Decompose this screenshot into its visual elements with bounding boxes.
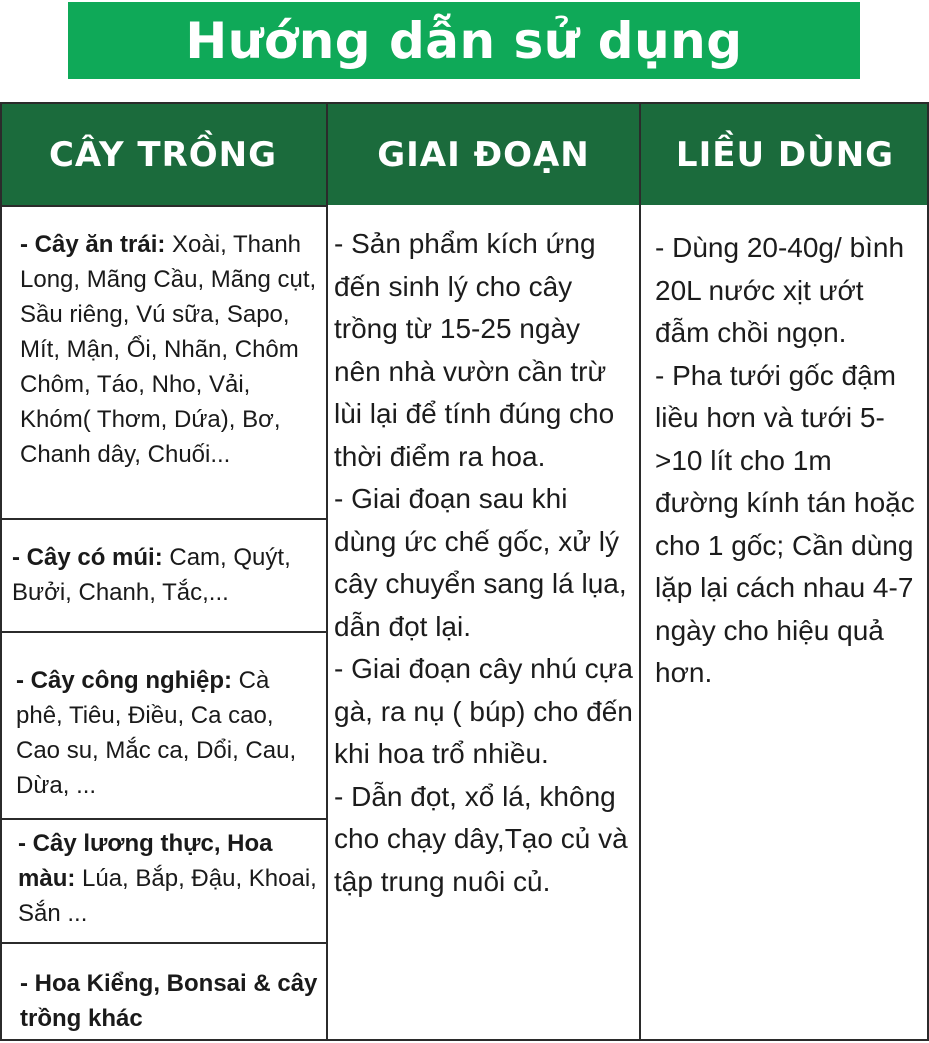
page-title: Hướng dẫn sử dụng — [185, 11, 743, 70]
header-stage: GIAI ĐOẠN — [328, 104, 639, 205]
crop-label: - Cây có múi: — [12, 544, 163, 571]
crop-cell-fruit — [2, 205, 326, 518]
table-divider-2 — [639, 104, 641, 1041]
dose-item: - Pha tưới gốc đậm liều hơn và tưới 5->10 lít cho 1m đường kính tán hoặc cho 1 gốc; Cần dùng lặp lại cách nhau 4-7 ngày cho hiệu quả hơn. — [655, 359, 915, 688]
crop-cell-ornamental — [2, 942, 326, 1043]
crop-label: - Hoa Kiểng, Bonsai & cây trồng khác — [20, 970, 318, 1032]
crop-cell-citrus — [2, 518, 326, 631]
crop-label: - Cây ăn trái: — [20, 231, 166, 258]
stage-item: - Giai đoạn cây nhú cựa gà, ra nụ ( búp) cho đến khi hoa trổ nhiều. — [334, 653, 633, 769]
crop-text: Lúa, Bắp, Đậu, Khoai, Sắn ... — [18, 865, 317, 927]
title-banner — [68, 2, 860, 79]
header-dose: LIỀU DÙNG — [641, 104, 929, 205]
stage-column — [328, 207, 639, 903]
crop-text: Cam, Quýt, Bưởi, Chanh, Tắc,... — [12, 544, 291, 606]
table-border-left — [0, 104, 2, 1041]
crop-label: - Cây công nghiệp: — [16, 667, 232, 694]
dose-item: - Dùng 20-40g/ bình 20L nước xịt ướt đẫm chồi ngọn. — [655, 232, 905, 348]
stage-item: - Sản phẩm kích ứng đến sinh lý cho cây trồng từ 15-25 ngày nên nhà vườn cần trừ lùi lại để tính đúng cho thời điểm ra hoa. — [334, 228, 615, 472]
dose-column — [641, 207, 927, 695]
usage-table — [0, 102, 929, 1041]
crop-cell-food — [2, 818, 326, 942]
header-crop: CÂY TRỒNG — [0, 104, 326, 205]
crop-text: Cà phê, Tiêu, Điều, Ca cao, Cao su, Mắc ca, Dổi, Cau, Dừa, ... — [16, 667, 297, 799]
table-divider-1 — [326, 104, 328, 1041]
stage-item: - Giai đoạn sau khi dùng ức chế gốc, xử lý cây chuyển sang lá lụa, dẫn đọt lại. — [334, 483, 627, 642]
stage-item: - Dẫn đọt, xổ lá, không cho chạy dây,Tạo củ và tập trung nuôi củ. — [334, 780, 628, 897]
crop-label: - Cây lương thực, Hoa màu: — [18, 830, 273, 892]
crop-cell-industrial — [2, 631, 326, 818]
crop-text: Xoài, Thanh Long, Mãng Cầu, Mãng cụt, Sầu riêng, Vú sữa, Sapo, Mít, Mận, Ổi, Nhãn, Chôm Chôm, Táo, Nho, Vải, Khóm( Thơm, Dứa), Bơ, Chanh dây, Chuối... — [20, 231, 317, 468]
